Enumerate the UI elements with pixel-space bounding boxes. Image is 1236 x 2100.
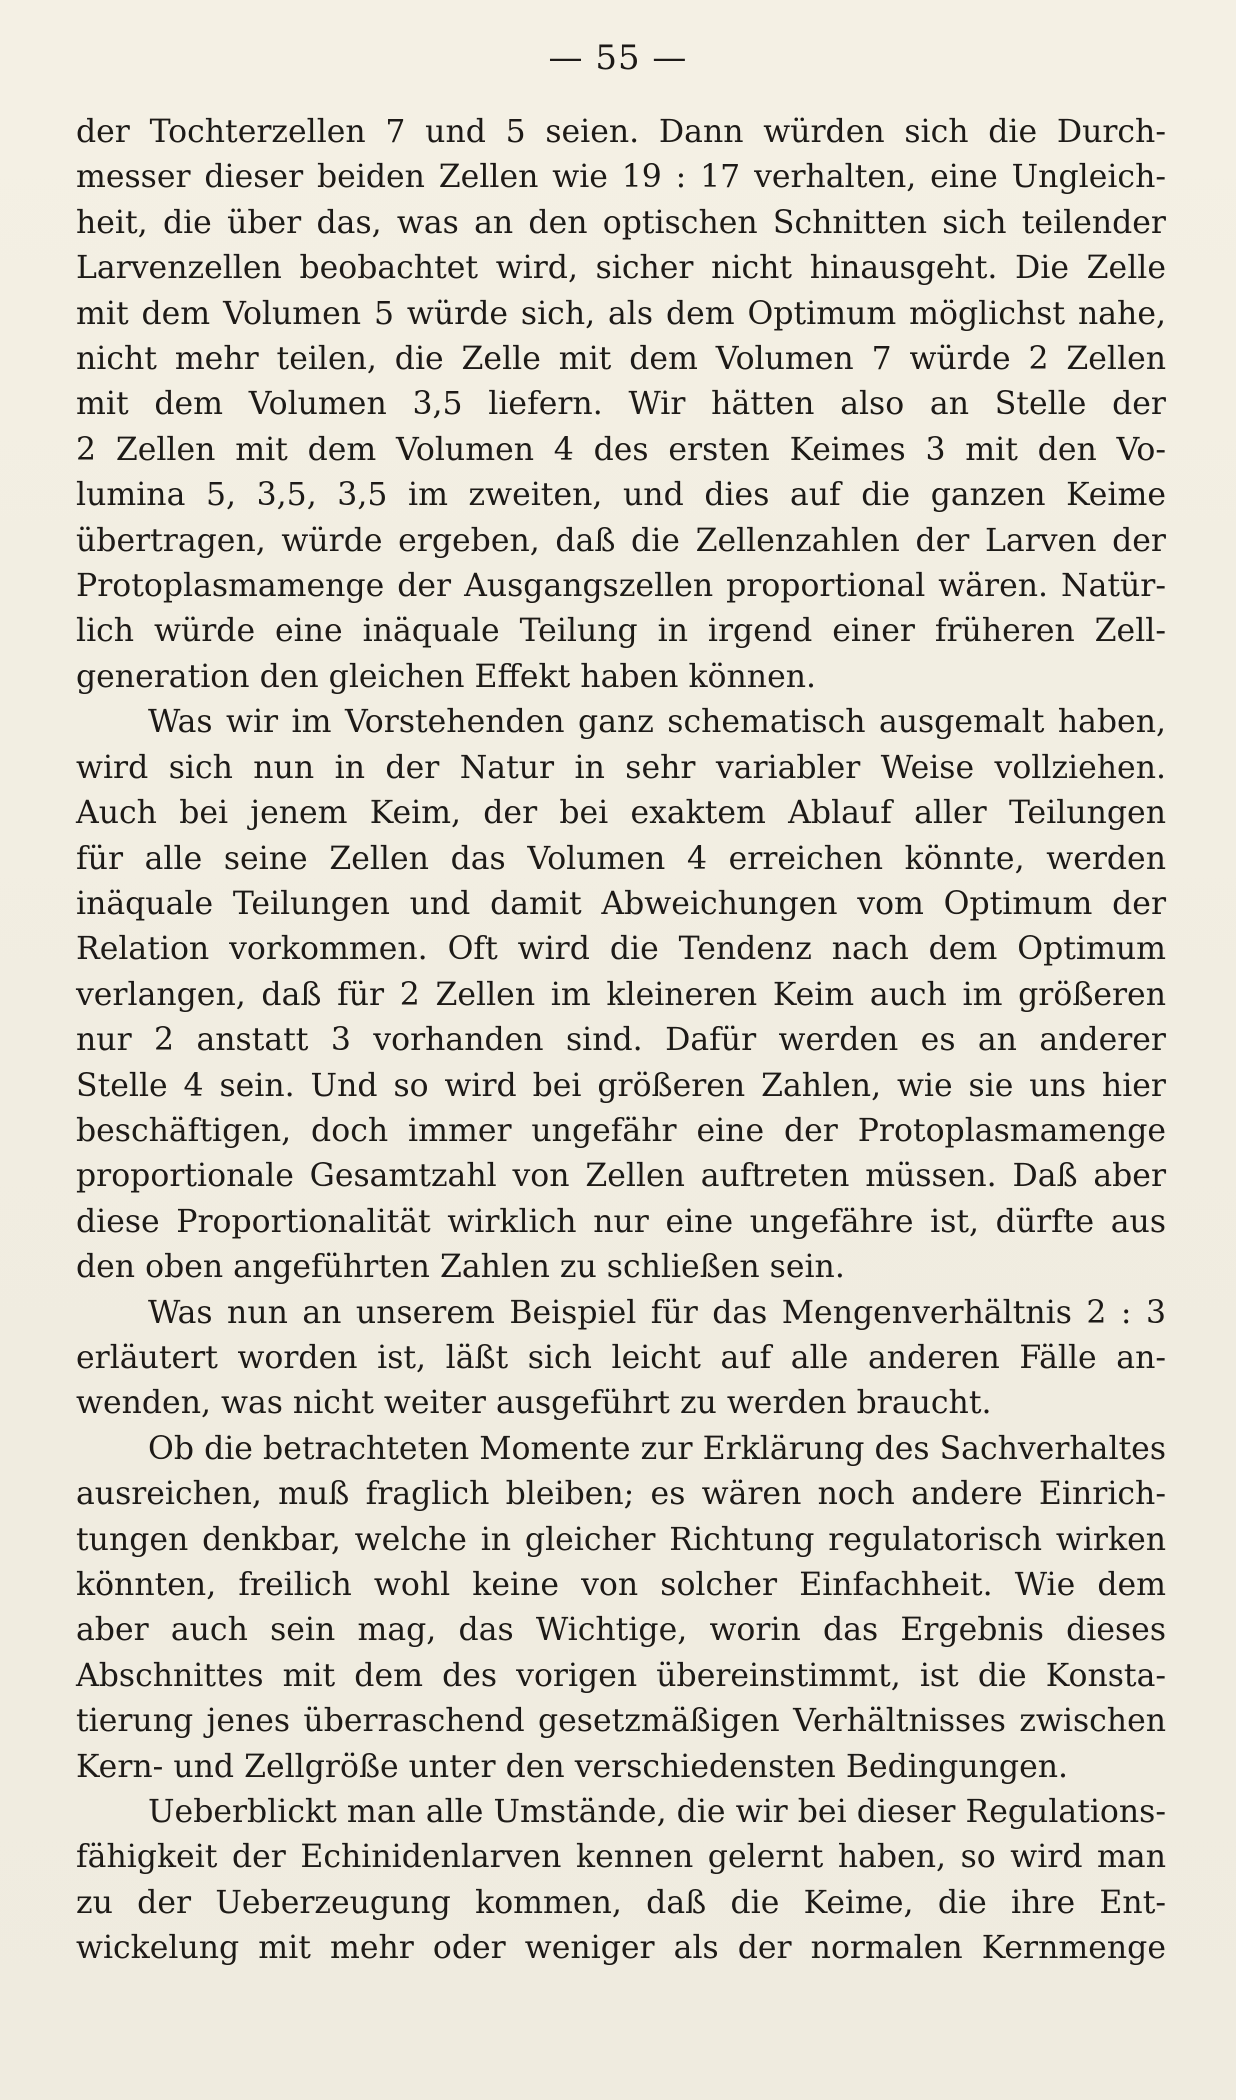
text-line: fähigkeit der Echinidenlarven kennen gelernt haben, so wird man	[76, 1839, 1166, 1876]
text-line: Relation vorkommen. Oft wird die Tendenz nach dem Optimum	[76, 931, 1166, 968]
text-line: lumina 5, 3,5, 3,5 im zweiten, und dies auf die ganzen Keime	[76, 477, 1166, 514]
text-line: für alle seine Zellen das Volumen 4 erreichen könnte, werden	[76, 840, 1166, 877]
text-line: den oben angeführten Zahlen zu schließen sein.	[76, 1249, 845, 1286]
text-line: Was nun an unserem Beispiel für das Mengenverhältnis 2 : 3	[148, 1294, 1166, 1331]
text-line: proportionale Gesamtzahl von Zellen auftreten müssen. Daß aber	[76, 1158, 1166, 1195]
paragraph-1	[76, 110, 1166, 700]
text-line: Was wir im Vorstehenden ganz schematisch ausgemalt haben,	[148, 704, 1166, 741]
body-text	[76, 110, 1166, 1972]
text-line: nur 2 anstatt 3 vorhanden sind. Dafür werden es an anderer	[76, 1022, 1166, 1059]
text-line: Ob die betrachteten Momente zur Erklärung des Sachverhaltes	[148, 1430, 1166, 1467]
text-line: ausreichen, muß fraglich bleiben; es wären noch andere Einrich-	[76, 1476, 1166, 1513]
paragraph-4	[76, 1427, 1166, 1790]
text-line: nicht mehr teilen, die Zelle mit dem Volumen 7 würde 2 Zellen	[76, 341, 1166, 378]
text-line: 2 Zellen mit dem Volumen 4 des ersten Keimes 3 mit den Vo-	[76, 431, 1166, 468]
page-number: — 55 —	[548, 38, 688, 78]
text-line: mit dem Volumen 3,5 liefern. Wir hätten also an Stelle der	[76, 386, 1166, 423]
text-line: Ueberblickt man alle Umstände, die wir bei dieser Regulations-	[148, 1794, 1166, 1831]
text-line: Protoplasmamenge der Ausgangszellen proportional wären. Natür-	[76, 568, 1166, 605]
text-line: aber auch sein mag, das Wichtige, worin das Ergebnis dieses	[76, 1612, 1166, 1649]
text-line: mit dem Volumen 5 würde sich, als dem Optimum möglichst nahe,	[76, 295, 1166, 332]
text-line: wickelung mit mehr oder weniger als der normalen Kernmenge	[76, 1930, 1166, 1967]
text-line: generation den gleichen Effekt haben können.	[76, 658, 817, 695]
text-line: lich würde eine inäquale Teilung in irgend einer früheren Zell-	[76, 613, 1166, 650]
text-line: zu der Ueberzeugung kommen, daß die Keime, die ihre Ent-	[76, 1884, 1166, 1921]
text-line: inäquale Teilungen und damit Abweichungen vom Optimum der	[76, 885, 1166, 922]
text-line: erläutert worden ist, läßt sich leicht auf alle anderen Fälle an-	[76, 1339, 1166, 1376]
text-line: wird sich nun in der Natur in sehr variabler Weise vollziehen.	[76, 749, 1166, 786]
text-line: Abschnittes mit dem des vorigen übereinstimmt, ist die Konsta-	[76, 1657, 1166, 1694]
text-line: diese Proportionalität wirklich nur eine ungefähre ist, dürfte aus	[76, 1203, 1166, 1240]
text-line: Stelle 4 sein. Und so wird bei größeren Zahlen, wie sie uns hier	[76, 1067, 1166, 1104]
text-line: Auch bei jenem Keim, der bei exaktem Ablauf aller Teilungen	[76, 795, 1166, 832]
text-line: beschäftigen, doch immer ungefähr eine der Protoplasmamenge	[76, 1112, 1166, 1149]
text-line: übertragen, würde ergeben, daß die Zellenzahlen der Larven der	[76, 522, 1166, 559]
text-line: messer dieser beiden Zellen wie 19 : 17 verhalten, eine Ungleich-	[76, 159, 1166, 196]
text-line: heit, die über das, was an den optischen Schnitten sich teilender	[76, 204, 1166, 241]
paragraph-5	[76, 1790, 1166, 1972]
text-line: wenden, was nicht weiter ausgeführt zu werden braucht.	[76, 1385, 992, 1422]
text-line: verlangen, daß für 2 Zellen im kleineren Keim auch im größeren	[76, 976, 1166, 1013]
text-line: könnten, freilich wohl keine von solcher Einfachheit. Wie dem	[76, 1567, 1166, 1603]
text-line: tierung jenes überraschend gesetzmäßigen Verhältnisses zwischen	[76, 1703, 1166, 1740]
paragraph-3	[76, 1291, 1166, 1427]
text-line: der Tochterzellen 7 und 5 seien. Dann würden sich die Durch-	[76, 114, 1166, 150]
text-line: tungen denkbar, welche in gleicher Richtung regulatorisch wirken	[76, 1521, 1166, 1558]
text-line: Kern- und Zellgröße unter den verschiedensten Bedingungen.	[76, 1748, 1069, 1785]
text-line: Larvenzellen beobachtet wird, sicher nicht hinausgeht. Die Zelle	[76, 250, 1166, 287]
paragraph-2	[76, 700, 1166, 1290]
